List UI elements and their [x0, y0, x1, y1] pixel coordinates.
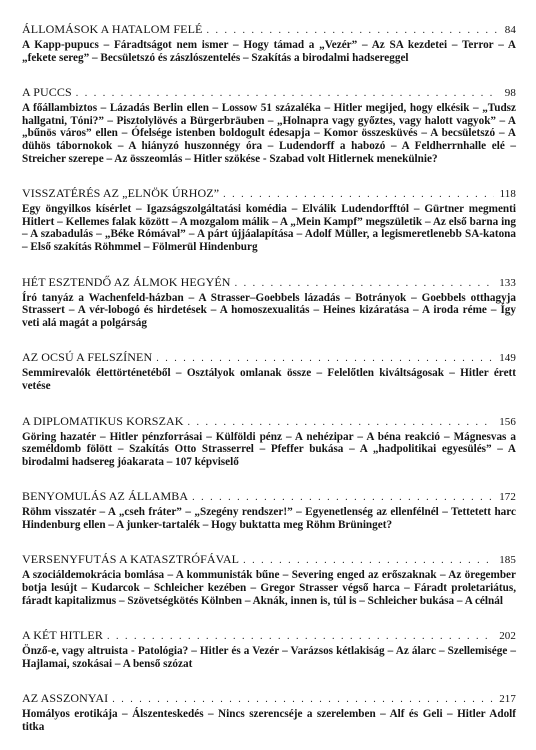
page-number: 202 — [499, 630, 516, 643]
toc-entry — [22, 414, 516, 469]
page-number: 185 — [499, 554, 516, 567]
chapter-summary: Göring hazatér – Hitler pénzforrásai – Külföldi pénz – A nehézipar – A béna reakció – Mágnesvas a személdomb fölött – Szakítás Otto Strasserrel – Pfeffer bukása – A „hadpolitikai egyesülés” – A birodalmi hadsereg jóakarata – 107 képviselő — [22, 430, 516, 468]
toc-entry-heading — [22, 186, 516, 202]
chapter-title: AZ ASSZONYAI — [22, 691, 109, 706]
dot-leader — [76, 87, 499, 101]
chapter-summary: A Kapp-pupucs – Fáradtságot nem ismer – Hogy támad a „Vezér” – Az SA kezdetei – Terror – A „fekete sereg” – Becsületszó és zászlószentelés – Szakítás a birodalmi hadsereggel — [22, 39, 516, 64]
chapter-title: VISSZATÉRÉS AZ „ELNÖK ÚRHOZ” — [22, 186, 220, 201]
page-number: 172 — [499, 491, 516, 504]
dot-leader — [223, 188, 493, 202]
chapter-title: AZ OCSÚ A FELSZÍNEN — [22, 350, 153, 365]
toc-entry — [22, 22, 516, 64]
dot-leader — [156, 352, 493, 366]
chapter-summary: Homályos erotikája – Álszenteskedés – Nincs szerencséje a szerelemben – Alf és Geli – Hitler Adolf titka — [22, 708, 516, 734]
chapter-title: BENYOMULÁS AZ ÁLLAMBA — [22, 489, 189, 504]
toc-entry — [22, 691, 516, 733]
toc-entry — [22, 628, 516, 670]
chapter-summary: Egy öngyilkos kísérlet – Igazságszolgáltatási komédia – Elválik Ludendorfftól – Gürtner megmenti Hitlert – Kellemes falak között – A mozgalom málik – A „Mein Kampf” megszületik – Az első barna ing – A szabadulás – „Béke Rómával” – A párt újjáalapítása – Adolf Müller, a legismeretlenebb SA-katona – Első szakítás Röhmmel – Fölmerül Hindenburg — [22, 203, 516, 253]
chapter-title: A KÉT HITLER — [22, 628, 103, 643]
chapter-title: VERSENYFUTÁS A KATASZTRÓFÁVAL — [22, 552, 240, 567]
chapter-title: A DIPLOMATIKUS KORSZAK — [22, 413, 184, 428]
page-number: 149 — [499, 352, 516, 365]
dot-leader — [206, 24, 498, 38]
dot-leader — [112, 693, 493, 707]
dot-leader — [188, 416, 494, 430]
toc-entry-heading — [22, 85, 516, 101]
toc-entry — [22, 85, 516, 165]
chapter-summary: Író tanyáz a Wachenfeld-házban – A Strasser–Goebbels lázadás – Botrányok – Goebbels otthagyja Strassert – A vér-lobogó és hirdetések – A homoszexualitás – Heines kizáratása – A iroda réme – Így veti alá magát a polgárság — [22, 291, 516, 329]
chapter-summary: A szociáldemokrácia bomlása – A kommunisták bűne – Severing enged az erőszaknak – Az öregember botja lesújt – Kudarcok – Schleicher kezében – Gregor Strasser végső harca – Fáradt proletariátus, fáradt kapitalizmus – Szövetségkötés Kölnben – Aknák, innen is, túl is – Schleicher bukása – A célnál — [22, 569, 516, 607]
chapter-title: ÁLLOMÁSOK A HATALOM FELÉ — [22, 22, 203, 36]
dot-leader — [243, 554, 493, 568]
page-number: 156 — [499, 415, 516, 428]
toc-entry — [22, 275, 516, 330]
toc-entry-heading — [22, 22, 516, 38]
page-number: 217 — [499, 693, 516, 706]
page-number: 133 — [499, 276, 516, 289]
dot-leader — [107, 630, 493, 644]
dot-leader — [235, 277, 494, 291]
chapter-summary: A főállambiztos – Lázadás Berlin ellen – Lossow 51 százaléka – Hitler megijed, hogy elkésik – „Tudsz hallgatni, Tóni?” – Pisztolylövés a Bürgerbräuben – „Holnapra vagy győztes, vagy halott vagyok” – A „bűnös város” ellen – Ófelsége istenben boldogult édesapja – Komor összesküvés – A becsületszó – A dühös tábornokok – A hiányzó huszonnégy óra – Ludendorff a habozó – A Feldherrnhalle elé – Streicher szerepe – Az összeomlás – Hitler szökése - Szabad volt Hitlernek menekülnie? — [22, 102, 516, 165]
table-of-contents — [22, 22, 516, 734]
chapter-title: HÉT ESZTENDŐ AZ ÁLMOK HEGYÉN — [22, 274, 231, 289]
page-number: 84 — [504, 24, 516, 36]
toc-entry-heading — [22, 552, 516, 568]
page-number: 98 — [504, 87, 516, 100]
toc-entry-heading — [22, 489, 516, 505]
toc-entry — [22, 186, 516, 253]
toc-entry-heading — [22, 691, 516, 707]
chapter-summary: Önző-e, vagy altruista - Patológia? – Hitler és a Vezér – Varázsos kétlakiság – Az álarc – Szellemisége – Hajlamai, szokásai – A benső szózat — [22, 645, 516, 670]
chapter-summary: Semmirevalók élettörténetéből – Osztályok omlanak össze – Felelőtlen kiváltságosak – Hitler érett vetése — [22, 367, 516, 392]
toc-entry — [22, 350, 516, 392]
toc-entry-heading — [22, 628, 516, 644]
toc-entry — [22, 552, 516, 607]
chapter-summary: Röhm visszatér – A „cseh fráter” – „Szegény rendszer!” – Egyenetlenség az ellenfélnél – Tettetett harc Hindenburg ellen – A junker-tartalék – Hogy buktatta meg Röhm Brüninget? — [22, 506, 516, 531]
toc-entry-heading — [22, 275, 516, 291]
toc-entry-heading — [22, 414, 516, 430]
page-number: 118 — [499, 188, 516, 201]
dot-leader — [192, 491, 493, 505]
toc-entry-heading — [22, 350, 516, 366]
toc-entry — [22, 489, 516, 531]
chapter-title: A PUCCS — [22, 85, 72, 100]
